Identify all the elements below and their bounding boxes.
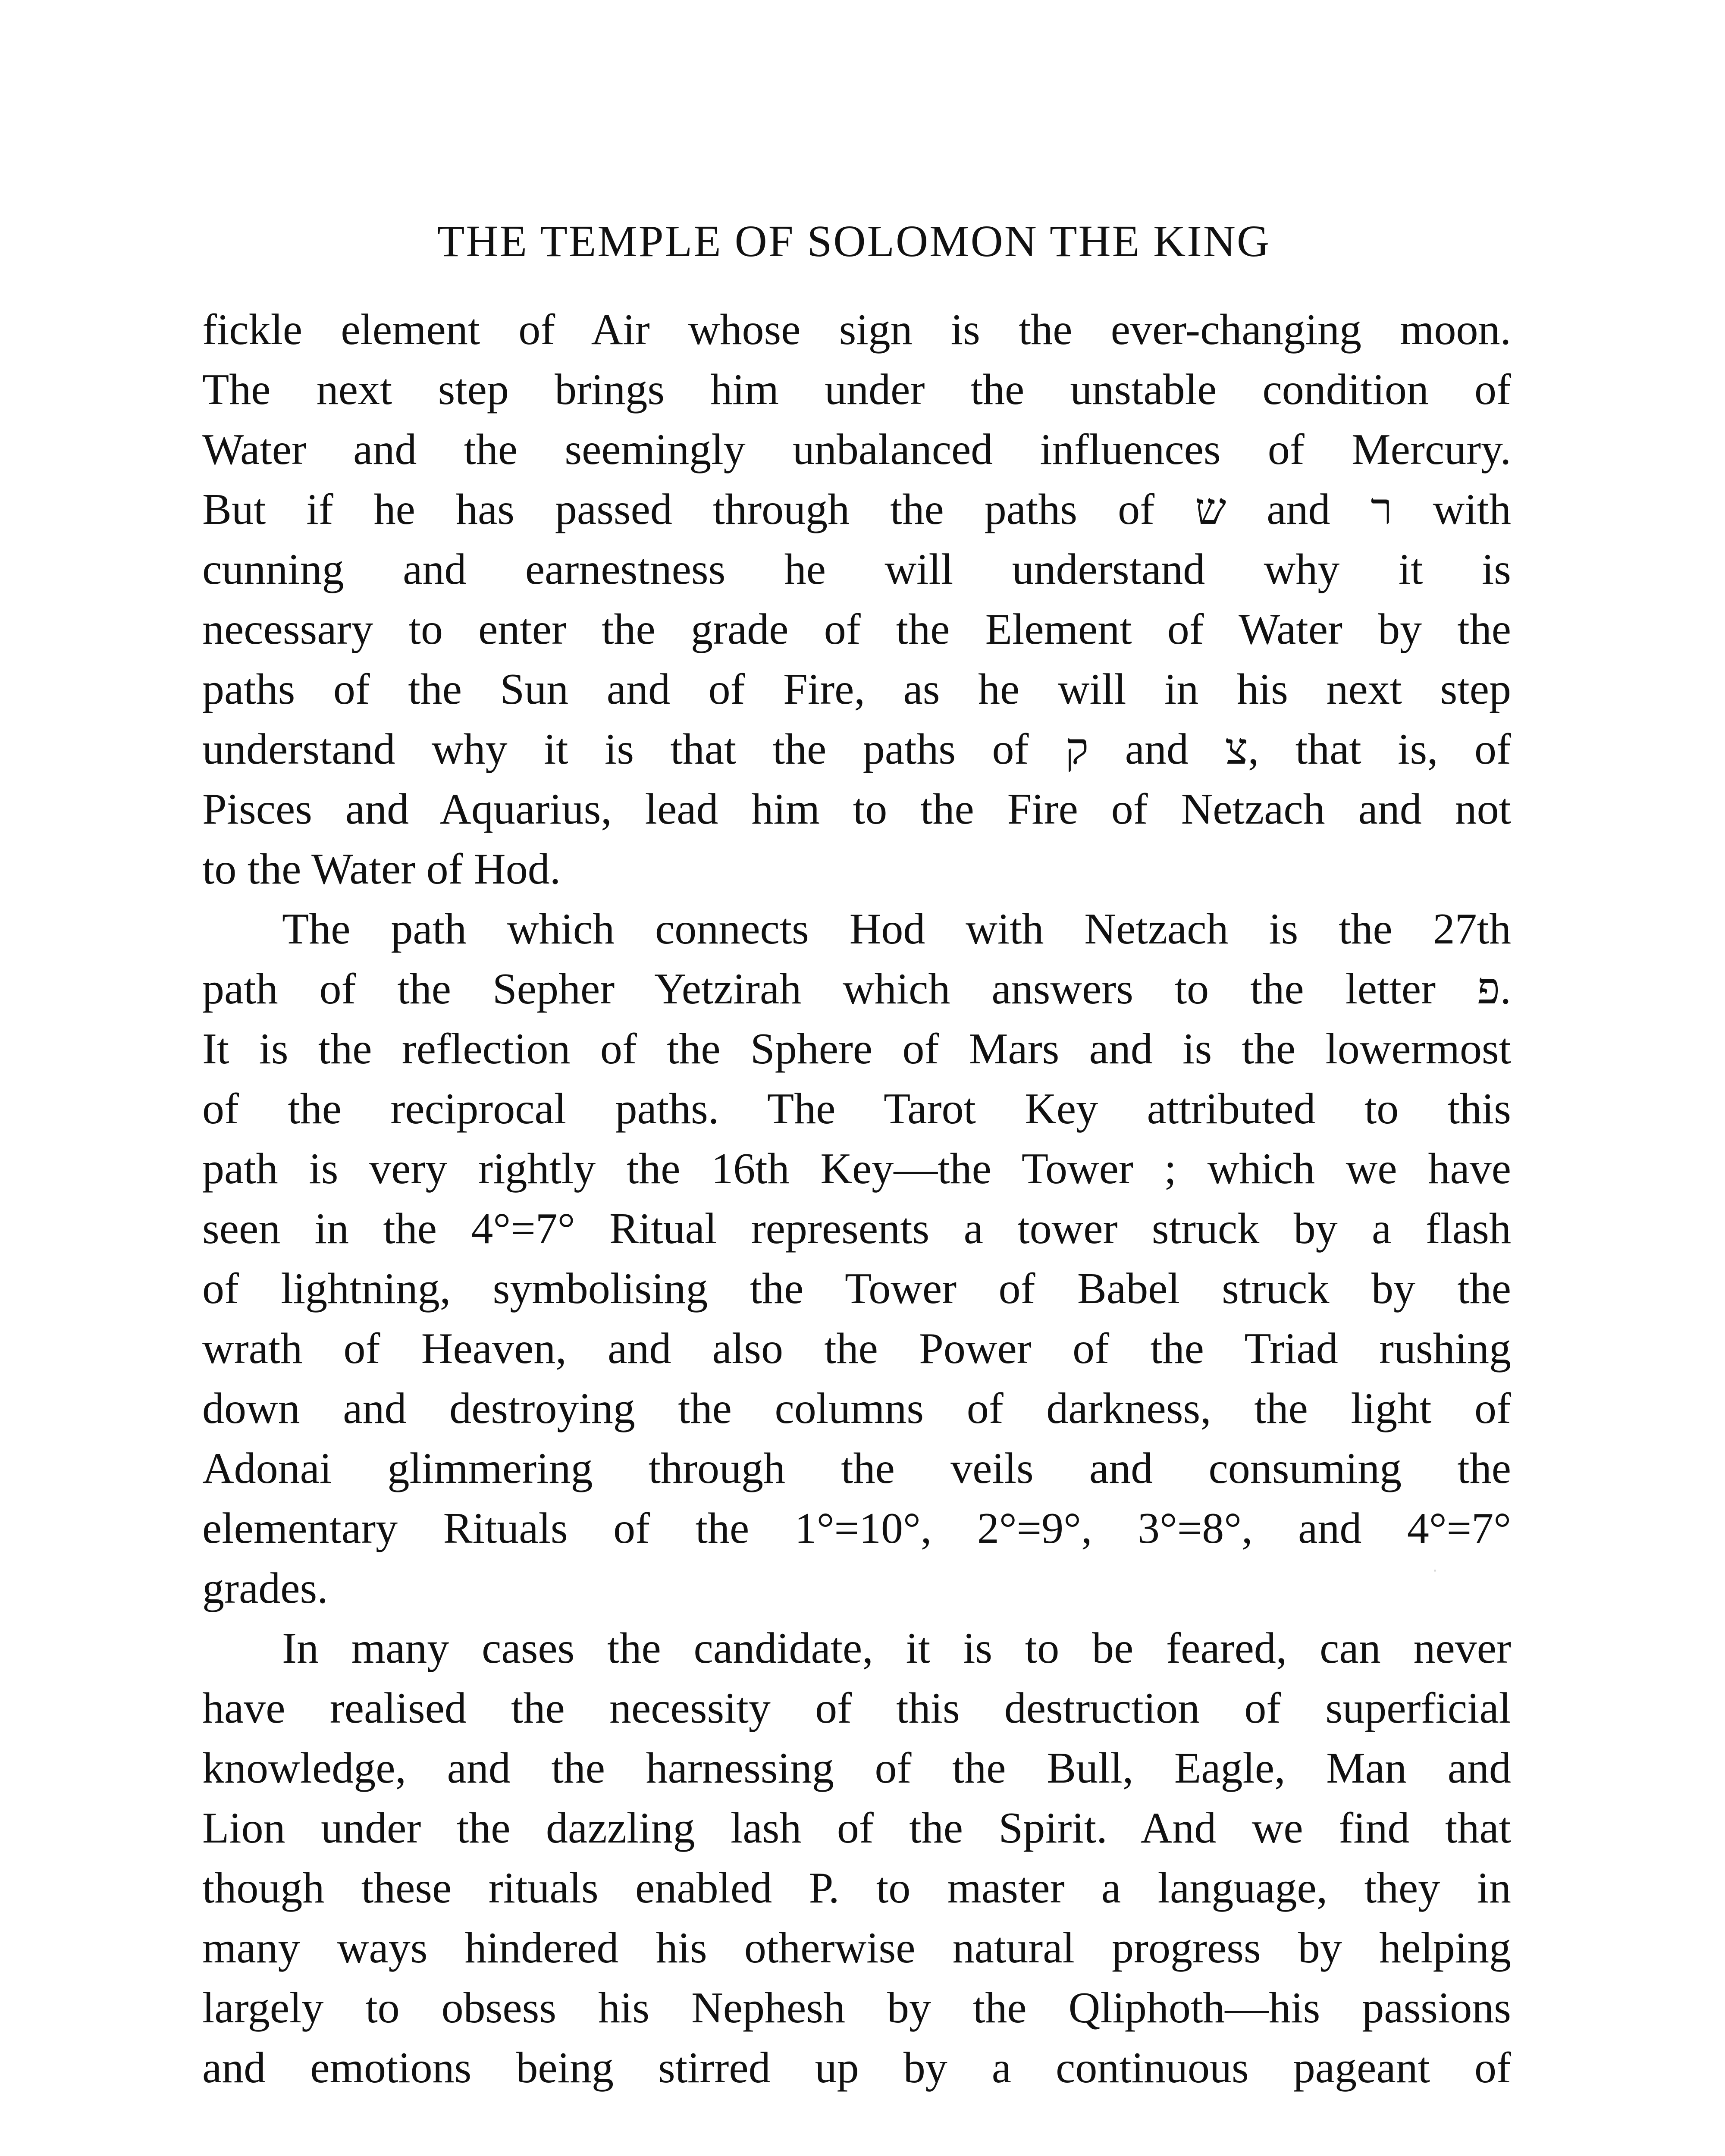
text-line: down and destroying the columns of darkness, the light of xyxy=(202,1384,1511,1433)
text-line: wrath of Heaven, and also the Power of the Triad rushing xyxy=(202,1324,1511,1373)
text-line: path is very rightly the 16th Key—the Tower ; which we have xyxy=(202,1144,1511,1193)
text-line: fickle element of Air whose sign is the ever-changing moon. xyxy=(202,305,1511,354)
paper-speck xyxy=(1434,1570,1436,1572)
text-line: path of the Sepher Yetzirah which answers to the letter פ. xyxy=(202,965,1511,1013)
text-line: though these rituals enabled P. to master a language, they in xyxy=(202,1864,1511,1912)
text-line: of the reciprocal paths. The Tarot Key attributed to this xyxy=(202,1084,1511,1133)
text-line: It is the reflection of the Sphere of Mars and is the lowermost xyxy=(202,1025,1511,1073)
text-line: But if he has passed through the paths of ש and ר with xyxy=(202,485,1511,534)
text-line: In many cases the candidate, it is to be feared, can never xyxy=(282,1624,1511,1673)
text-line: Water and the seemingly unbalanced influences of Mercury. xyxy=(202,425,1511,474)
text-line: understand why it is that the paths of ק and צ, that is, of xyxy=(202,725,1511,774)
text-line: grades. xyxy=(202,1564,328,1613)
text-line: seen in the 4°=7° Ritual represents a tower struck by a flash xyxy=(202,1204,1511,1253)
text-line: Pisces and Aquarius, lead him to the Fire of Netzach and not xyxy=(202,785,1511,834)
text-line: knowledge, and the harnessing of the Bull, Eagle, Man and xyxy=(202,1744,1511,1792)
text-line: elementary Rituals of the 1°=10°, 2°=9°, 3°=8°, and 4°=7° xyxy=(202,1504,1511,1553)
text-line: necessary to enter the grade of the Element of Water by the xyxy=(202,605,1511,654)
text-line: cunning and earnestness he will understand why it is xyxy=(202,545,1511,594)
text-line: and emotions being stirred up by a continuous pageant of xyxy=(202,2043,1511,2092)
body-text xyxy=(202,300,1511,2098)
text-line: have realised the necessity of this destruction of superficial xyxy=(202,1684,1511,1733)
text-line: The next step brings him under the unstable condition of xyxy=(202,365,1511,414)
paragraph-3 xyxy=(202,1618,1511,2098)
text-line: many ways hindered his otherwise natural progress by helping xyxy=(202,1924,1511,1972)
text-line: of lightning, symbolising the Tower of Babel struck by the xyxy=(202,1264,1511,1313)
text-line: Lion under the dazzling lash of the Spirit. And we find that xyxy=(202,1804,1511,1852)
text-line: paths of the Sun and of Fire, as he will in his next step xyxy=(202,665,1511,714)
paragraph-2 xyxy=(202,899,1511,1618)
paragraph-1 xyxy=(202,300,1511,899)
text-line: The path which connects Hod with Netzach is the 27th xyxy=(282,905,1511,953)
running-head: THE TEMPLE OF SOLOMON THE KING xyxy=(437,216,1271,266)
text-line: to the Water of Hod. xyxy=(202,845,561,893)
text-line: Adonai glimmering through the veils and consuming the xyxy=(202,1444,1511,1493)
text-line: largely to obsess his Nephesh by the Qliphoth—his passions xyxy=(202,1984,1511,2032)
